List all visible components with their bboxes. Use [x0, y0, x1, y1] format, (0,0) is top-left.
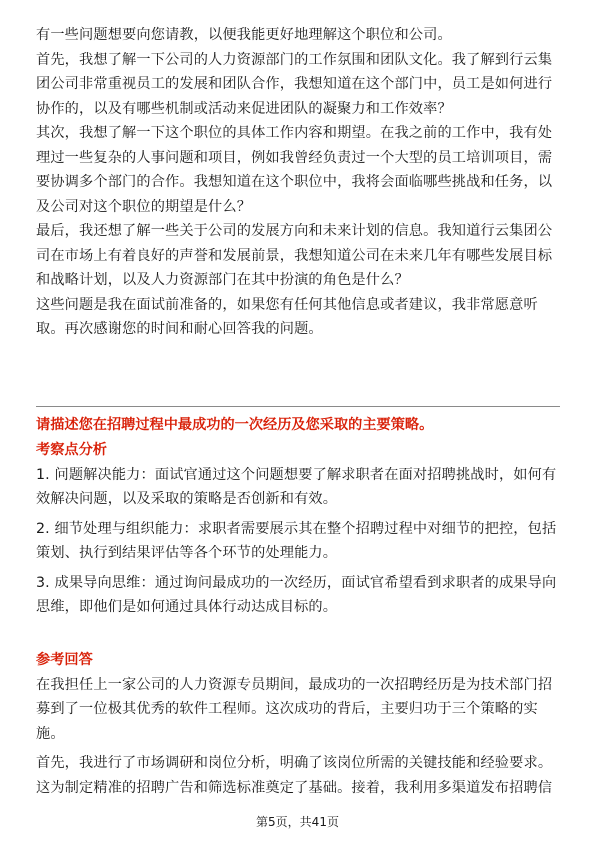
answer-heading: 参考回答 [36, 652, 93, 668]
intro-paragraph: 这些问题是我在面试前准备的，如果您有任何其他信息或者建议，我非常愿意听取。再次感谢您的时间和耐心回答我的问题。 [36, 296, 538, 337]
question-heading: 请描述您在招聘过程中最成功的一次经历及您采取的主要策略。 [36, 417, 434, 433]
intro-paragraph: 首先，我想了解一下公司的人力资源部门的工作氛围和团队文化。我了解到行云集团公司非常重视员工的发展和团队合作，我想知道在这个部门中，员工是如何进行协作的，以及有哪些机制或活动来促进团队的凝聚力和工作效率？ [36, 51, 553, 117]
intro-paragraph: 最后，我还想了解一些关于公司的发展方向和未来计划的信息。我知道行云集团公司在市场上有着良好的声誉和发展前景，我想知道公司在未来几年有哪些发展目标和战略计划，以及人力资源部门在其中扮演的角色是什么？ [36, 223, 553, 288]
analysis-point: 3. 成果导向思维：通过询问最成功的一次经历，面试官希望看到求职者的成果导向思维，即他们是如何通过具体行动达成目标的。 [36, 574, 557, 615]
intro-section [36, 23, 560, 342]
intro-paragraph: 其次，我想了解一下这个职位的具体工作内容和期望。在我之前的工作中，我有处理过一些复杂的人事问题和项目，例如我曾经负责过一个大型的员工培训项目，需要协调多个部门的合作。我想知道在这个职位中，我将会面临哪些挑战和任务，以及公司对这个职位的期望是什么？ [36, 125, 553, 215]
answer-paragraph: 首先，我进行了市场调研和岗位分析，明确了该岗位所需的关键技能和经验要求。这为制定精准的招聘广告和筛选标准奠定了基础。接着，我利用多渠道发布招聘信 [36, 755, 553, 796]
page-number: 第5页，共41页 [256, 815, 339, 829]
analysis-point: 1. 问题解决能力：面试官通过这个问题想要了解求职者在面对招聘挑战时，如何有效解决问题，以及采取的策略是否创新和有效。 [36, 466, 557, 507]
answer-section [36, 648, 560, 800]
analysis-section [36, 438, 560, 620]
intro-paragraph: 有一些问题想要向您请教，以便我能更好地理解这个职位和公司。 [36, 27, 452, 43]
analysis-point: 2. 细节处理与组织能力：求职者需要展示其在整个招聘过程中对细节的把控，包括策划、执行到结果评估等各个环节的处理能力。 [36, 520, 557, 561]
answer-paragraph: 在我担任上一家公司的人力资源专员期间，最成功的一次招聘经历是为技术部门招募到了一位极其优秀的软件工程师。这次成功的背后，主要归功于三个策略的实施。 [36, 676, 553, 742]
section-divider [36, 406, 560, 407]
analysis-heading: 考察点分析 [36, 442, 107, 458]
